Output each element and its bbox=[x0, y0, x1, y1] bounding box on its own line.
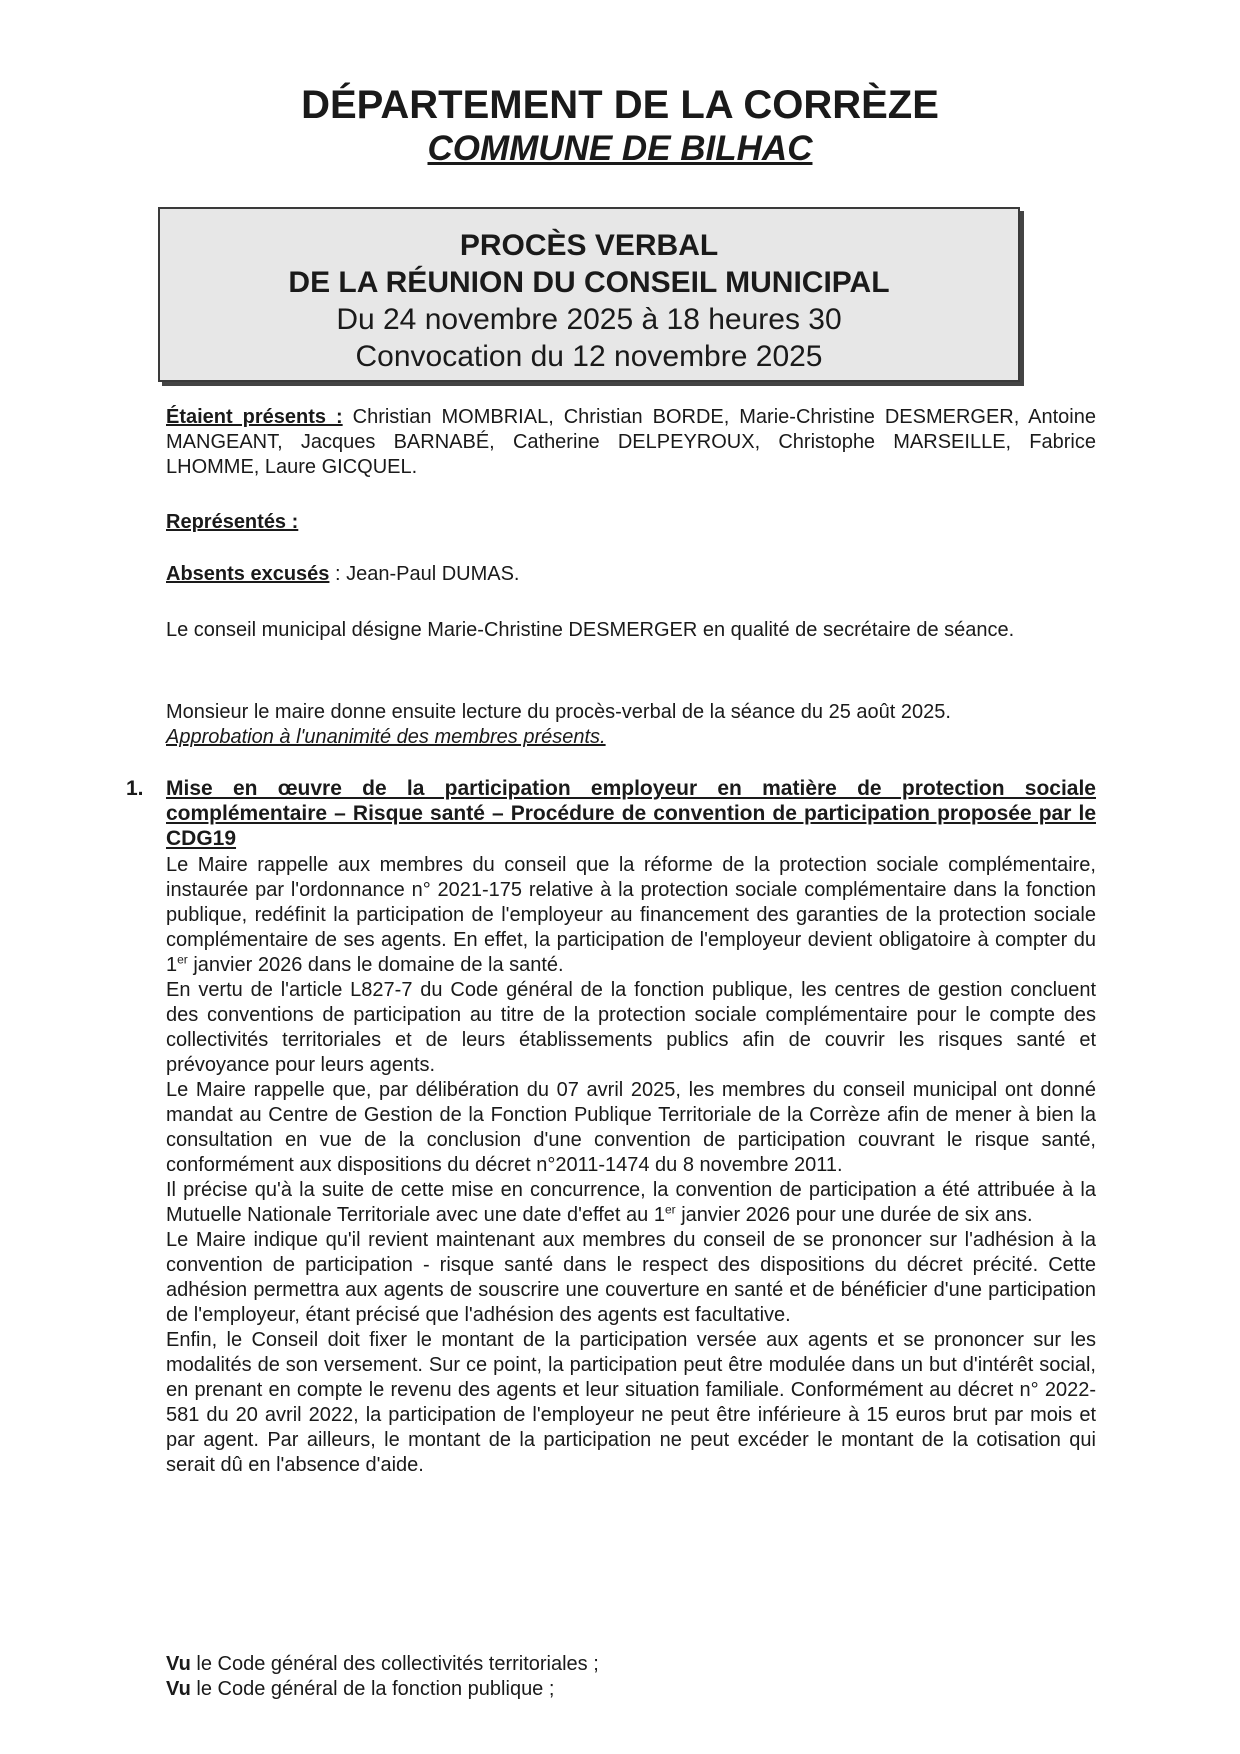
paragraph-5: Le Maire indique qu'il revient maintenant aux membres du conseil de se prononcer sur l'adhésion à la convention de participation - risque santé dans le respect des dispositions du décret précité. Cette adhésion permettra aux agents de souscrire une couverture en santé et de bénéficier d'une participation de l'employeur, étant précisé que l'adhésion des agents est facultative. bbox=[166, 1229, 1096, 1326]
secretary-paragraph: Le conseil municipal désigne Marie-Christine DESMERGER en qualité de secrétaire de séance. bbox=[166, 619, 1015, 641]
visa-item bbox=[166, 1652, 1096, 1677]
represented-label: Représentés : bbox=[166, 511, 299, 533]
meeting-date: Du 24 novembre 2025 à 18 heures 30 bbox=[336, 303, 842, 336]
represented-line bbox=[166, 510, 1096, 535]
p4-text-end: janvier 2026 pour une durée de six ans. bbox=[675, 1204, 1033, 1226]
visa-text: le Code général de la fonction publique ; bbox=[190, 1678, 555, 1700]
present-names: Christian MOMBRIAL, Christian BORDE, Marie-Christine DESMERGER, Antoine MANGEANT, Jacques BARNABÉ, Catherine DELPEYROUX, Christophe MARSEILLE, Fabrice LHOMME, Laure GICQUEL. bbox=[166, 406, 1096, 478]
visa-item bbox=[166, 1677, 1096, 1702]
section-number: 1. bbox=[126, 777, 144, 800]
absent-names: : Jean-Paul DUMAS. bbox=[329, 563, 520, 585]
p1-text-end: janvier 2026 dans le domaine de la santé. bbox=[187, 954, 564, 976]
title-box bbox=[158, 207, 1020, 382]
visa-vu: Vu bbox=[166, 1678, 191, 1700]
p1-sup: er bbox=[177, 952, 188, 967]
minutes-approval: Approbation à l'unanimité des membres présents. bbox=[166, 726, 606, 748]
section-title: Mise en œuvre de la participation employeur en matière de protection sociale complémentaire – Risque santé – Procédure de convention de participation proposée par le CDG19 bbox=[166, 777, 1096, 850]
visa-vu: Vu bbox=[166, 1653, 191, 1675]
p4-text: Il précise qu'à la suite de cette mise en concurrence, la convention de participation a été attribuée à la Mutuelle Nationale Territoriale avec une date d'effet au 1 bbox=[166, 1179, 1096, 1226]
convocation-date: Convocation du 12 novembre 2025 bbox=[355, 340, 823, 373]
p1-text: Le Maire rappelle aux membres du conseil que la réforme de la protection sociale complémentaire, instaurée par l'ordonnance n° 2021-175 relative à la protection sociale complémentaire dans la fonction publique, redéfinit la participation de l'employeur au financement des garanties de la protection sociale complémentaire de ses agents. En effet, la participation de l'employeur devient obligatoire à compter du 1 bbox=[166, 854, 1096, 976]
present-label: Étaient présents : bbox=[166, 406, 343, 428]
paragraph-3: Le Maire rappelle que, par délibération du 07 avril 2025, les membres du conseil municipal ont donné mandat au Centre de Gestion de la Fonction Publique Territoriale de la Corrèze afin de mener à bien la consultation en vue de la conclusion d'une convention de participation couvrant le risque santé, conformément aux dispositions du décret n°2011-1474 du 8 novembre 2011. bbox=[166, 1079, 1096, 1176]
present-members bbox=[166, 405, 1096, 480]
absent-line bbox=[166, 562, 1096, 587]
paragraph-6: Enfin, le Conseil doit fixer le montant de la participation versée aux agents et se prononcer sur les modalités de son versement. Sur ce point, la participation peut être modulée dans un but d'intérêt social, en prenant en compte le revenu des agents et leur situation familiale. Conformément au décret n° 2022-581 du 20 avril 2022, la participation de l'employeur ne peut être inférieure à 15 euros brut par mois et par agent. Par ailleurs, le montant de la participation ne peut excéder le montant de la cotisation qui serait dû en l'absence d'aide. bbox=[166, 1329, 1096, 1476]
minutes-reading: Monsieur le maire donne ensuite lecture du procès-verbal de la séance du 25 août 2025. bbox=[166, 701, 951, 723]
visa-text: le Code général des collectivités territoriales ; bbox=[190, 1653, 599, 1675]
paragraph-1 bbox=[166, 853, 1096, 978]
section-body bbox=[166, 853, 1096, 1478]
minutes-paragraph bbox=[166, 700, 1096, 750]
commune-heading: COMMUNE DE BILHAC bbox=[427, 129, 813, 168]
title-proces-verbal: PROCÈS VERBAL bbox=[459, 229, 719, 262]
title-reunion: DE LA RÉUNION DU CONSEIL MUNICIPAL bbox=[288, 266, 890, 299]
absent-label: Absents excusés bbox=[166, 563, 330, 585]
p4-sup: er bbox=[664, 1202, 676, 1217]
paragraph-2: En vertu de l'article L827-7 du Code général de la fonction publique, les centres de gestion concluent des conventions de participation au titre de la protection sociale complémentaire pour le compte des collectivités territoriales et de leurs établissements publics afin de couvrir les risques santé et prévoyance pour leurs agents. bbox=[166, 979, 1096, 1076]
paragraph-4 bbox=[166, 1178, 1096, 1228]
visa-list bbox=[166, 1652, 1096, 1702]
department-heading: DÉPARTEMENT DE LA CORRÈZE bbox=[301, 83, 939, 127]
